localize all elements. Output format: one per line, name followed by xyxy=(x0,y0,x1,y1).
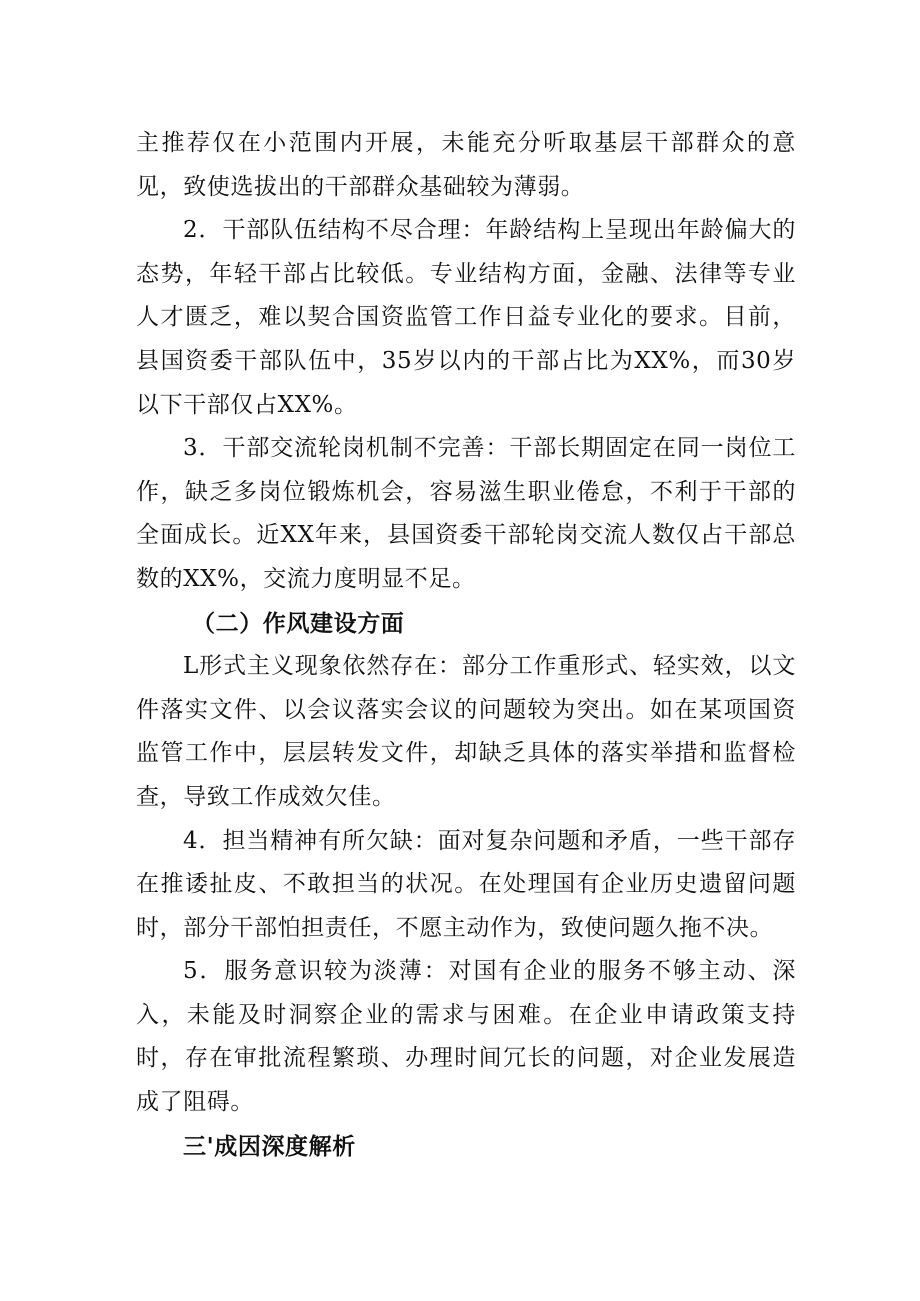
section-subheading-work-style: （二）作风建设方面 xyxy=(192,609,405,637)
paragraph-team-structure: 2．干部队伍结构不尽合理：年龄结构上呈现出年龄偏大的态势，年轻干部占比较低。专业结构方面，金融、法律等专业人才匮乏，难以契合国资监管工作日益专业化的要求。目前，县国资委干部队伍中，35岁以内的干部占比为XX%，而30岁以下干部仅占XX%。 xyxy=(136,217,796,418)
paragraph-service-awareness: 5．服务意识较为淡薄：对国有企业的服务不够主动、深入，未能及时洞察企业的需求与困难。在企业申请政策支持时，存在审批流程繁琐、办理时间冗长的问题，对企业发展造成了阻碍。 xyxy=(136,958,796,1116)
paragraph-selection-process: 主推荐仅在小范围内开展，未能充分听取基层干部群众的意见，致使选拔出的干部群众基础较为薄弱。 xyxy=(136,130,796,200)
document-body xyxy=(136,122,796,1168)
section-heading-cause-analysis: 三'成因深度解析 xyxy=(183,1132,356,1160)
paragraph-formalism: L形式主义现象依然存在：部分工作重形式、轻实效，以文件落实文件、以会议落实会议的问题较为突出。如在某项国资监管工作中，层层转发文件，却缺乏具体的落实举措和监督检查，导致工作成效欠佳。 xyxy=(136,653,796,810)
paragraph-responsibility: 4．担当精神有所欠缺：面对复杂问题和矛盾，一些干部存在推诿扯皮、不敢担当的状况。在处理国有企业历史遗留问题时，部分干部怕担责任，不愿主动作为，致使问题久拖不决。 xyxy=(136,827,796,941)
paragraph-rotation-mechanism: 3．干部交流轮岗机制不完善：干部长期固定在同一岗位工作，缺乏多岗位锻炼机会，容易滋生职业倦怠，不利于干部的全面成长。近XX年来，县国资委干部轮岗交流人数仅占干部总数的XX%，交流力度明显不足。 xyxy=(136,435,796,592)
